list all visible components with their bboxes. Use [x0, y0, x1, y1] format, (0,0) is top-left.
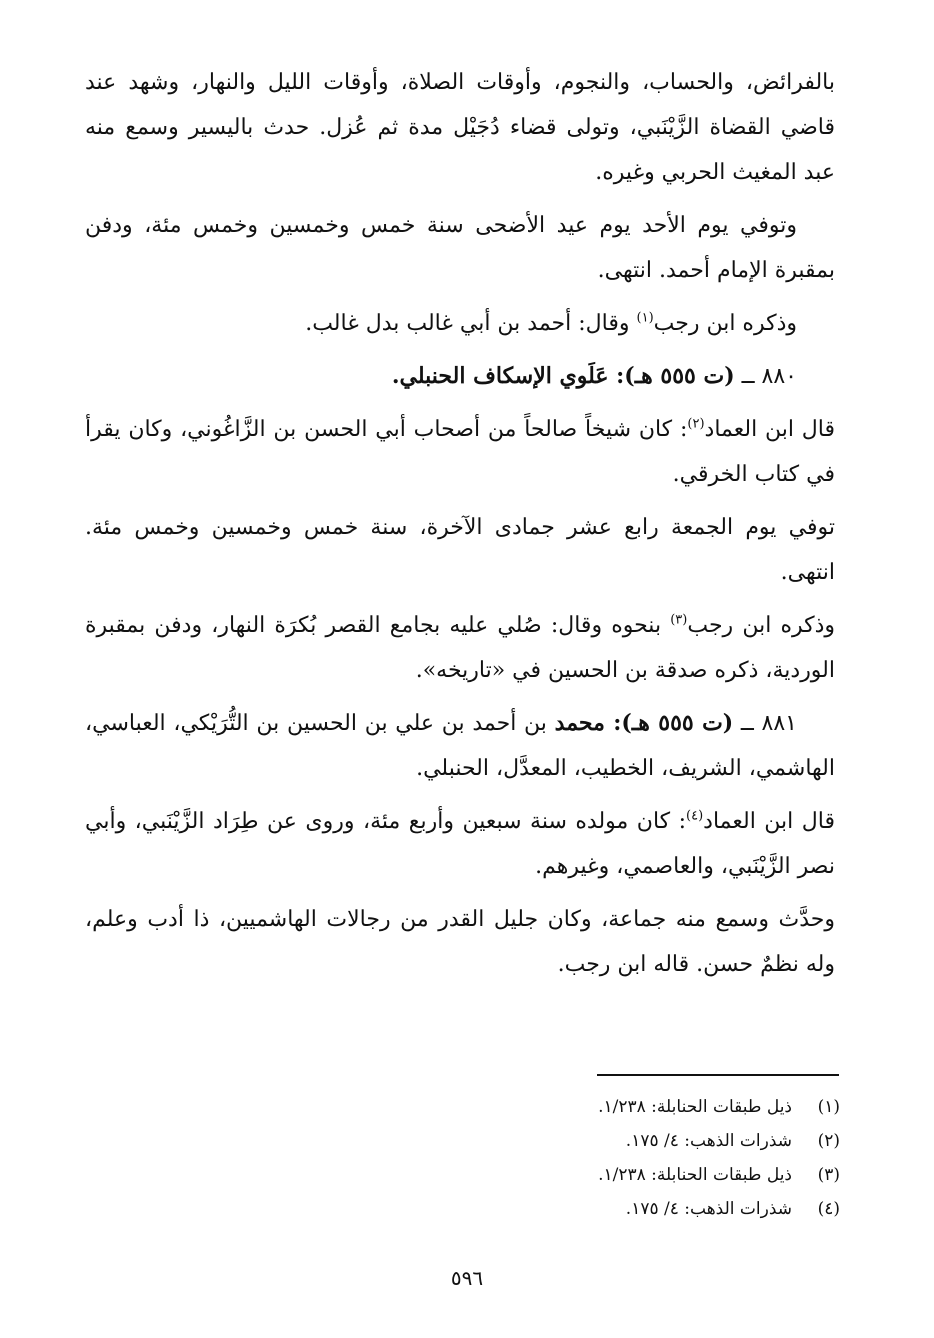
paragraph-9 — [85, 799, 835, 889]
footnote-text: ذيل طبقات الحنابلة: ١/٢٣٨. — [598, 1165, 792, 1185]
paragraph-10-text: وحدَّث وسمع منه جماعة، وكان جليل القدر من رجالات الهاشميين، ذا أدب وعلم، وله نظمٌ حسن. قاله ابن رجب. — [85, 907, 835, 977]
footnote-number: (٣) — [817, 1165, 840, 1185]
paragraph-5-text-b: : كان شيخاً صالحاً من أصحاب أبي الحسن بن الزَّاغُوني، وكان يقرأ في كتاب الخرقي. — [85, 417, 835, 487]
paragraph-5-text-a: قال ابن العماد — [704, 417, 835, 442]
page-number: ٥٩٦ — [450, 1266, 484, 1290]
paragraph-3-text-a: وذكره ابن رجب — [653, 311, 797, 336]
paragraph-9-text-b: : كان مولده سنة سبعين وأربع مئة، وروى عن طِرَاد الزَّيْنَبي، وأبي نصر الزَّيْنَبي، والعاصمي، وغيرهم. — [85, 809, 835, 879]
paragraph-9-text-a: قال ابن العماد — [703, 809, 835, 834]
footnote-item — [500, 1192, 840, 1226]
paragraph-7 — [85, 603, 835, 693]
footnote-text: شذرات الذهب: ٤/ ١٧٥. — [625, 1199, 792, 1219]
footnote-number: (١) — [817, 1097, 840, 1117]
footnote-text: ذيل طبقات الحنابلة: ١/٢٣٨. — [598, 1097, 792, 1117]
paragraph-2-text: وتوفي يوم الأحد يوم عيد الأضحى سنة خمس وخمسين وخمس مئة، ودفن بمقبرة الإمام أحمد. انتهى. — [85, 213, 835, 283]
paragraph-7-text-b: بنحوه وقال: صُلي عليه بجامع القصر بُكرَة النهار، ودفن بمقبرة الوردية، ذكره صدقة بن الحسين في «تاريخه». — [85, 613, 835, 683]
footnote-item — [500, 1090, 840, 1124]
paragraph-1-text: بالفرائض، والحساب، والنجوم، وأوقات الصلاة، وأوقات الليل والنهار، وشهد عند قاضي القضاة الزَّيْنَبي، وتولى قضاء دُجَيْل مدة ثم عُزل. حدث باليسير وسمع منه عبد المغيث الحربي وغيره. — [85, 70, 835, 185]
footnote-text: شذرات الذهب: ٤/ ١٧٥. — [625, 1131, 792, 1151]
paragraph-3-text-b: وقال: أحمد بن أبي غالب بدل غالب. — [305, 311, 637, 336]
entry-881-number: ٨٨١ ــ — [733, 711, 797, 736]
footnote-item — [500, 1124, 840, 1158]
entry-880-heading — [85, 354, 835, 399]
entry-881-title: (ت ٥٥٥ هـ): محمد — [554, 710, 734, 736]
paragraph-3 — [85, 301, 835, 346]
paragraph-10 — [85, 897, 835, 987]
paragraph-6-text: توفي يوم الجمعة رابع عشر جمادى الآخرة، سنة خمس وخمسين وخمس مئة. انتهى. — [85, 515, 835, 585]
entry-881-rest: بن أحمد بن علي بن الحسين بن التُّرَيْكي، العباسي، الهاشمي، الشريف، الخطيب، المعدَّل، الحنبلي. — [85, 711, 835, 781]
footnote-ref-4: (٤) — [686, 808, 704, 824]
footnote-ref-2: (٢) — [687, 416, 705, 432]
footnote-divider — [597, 1074, 839, 1076]
footnotes — [500, 1090, 840, 1226]
paragraph-1 — [85, 60, 835, 195]
footnote-ref-1: (١) — [636, 310, 654, 326]
paragraph-2 — [85, 203, 835, 293]
paragraph-6 — [85, 505, 835, 595]
paragraph-7-text-a: وذكره ابن رجب — [687, 613, 836, 638]
footnote-item — [500, 1158, 840, 1192]
entry-880-title: (ت ٥٥٥ هـ): عَلَوي الإسكاف الحنبلي. — [391, 363, 735, 389]
footnote-number: (٢) — [817, 1131, 840, 1151]
entry-880-number: ٨٨٠ ــ — [734, 364, 797, 389]
page-body — [85, 60, 835, 995]
footnote-number: (٤) — [817, 1199, 840, 1219]
footnote-ref-3: (٣) — [670, 612, 688, 628]
entry-881-heading — [85, 701, 835, 791]
paragraph-5 — [85, 407, 835, 497]
